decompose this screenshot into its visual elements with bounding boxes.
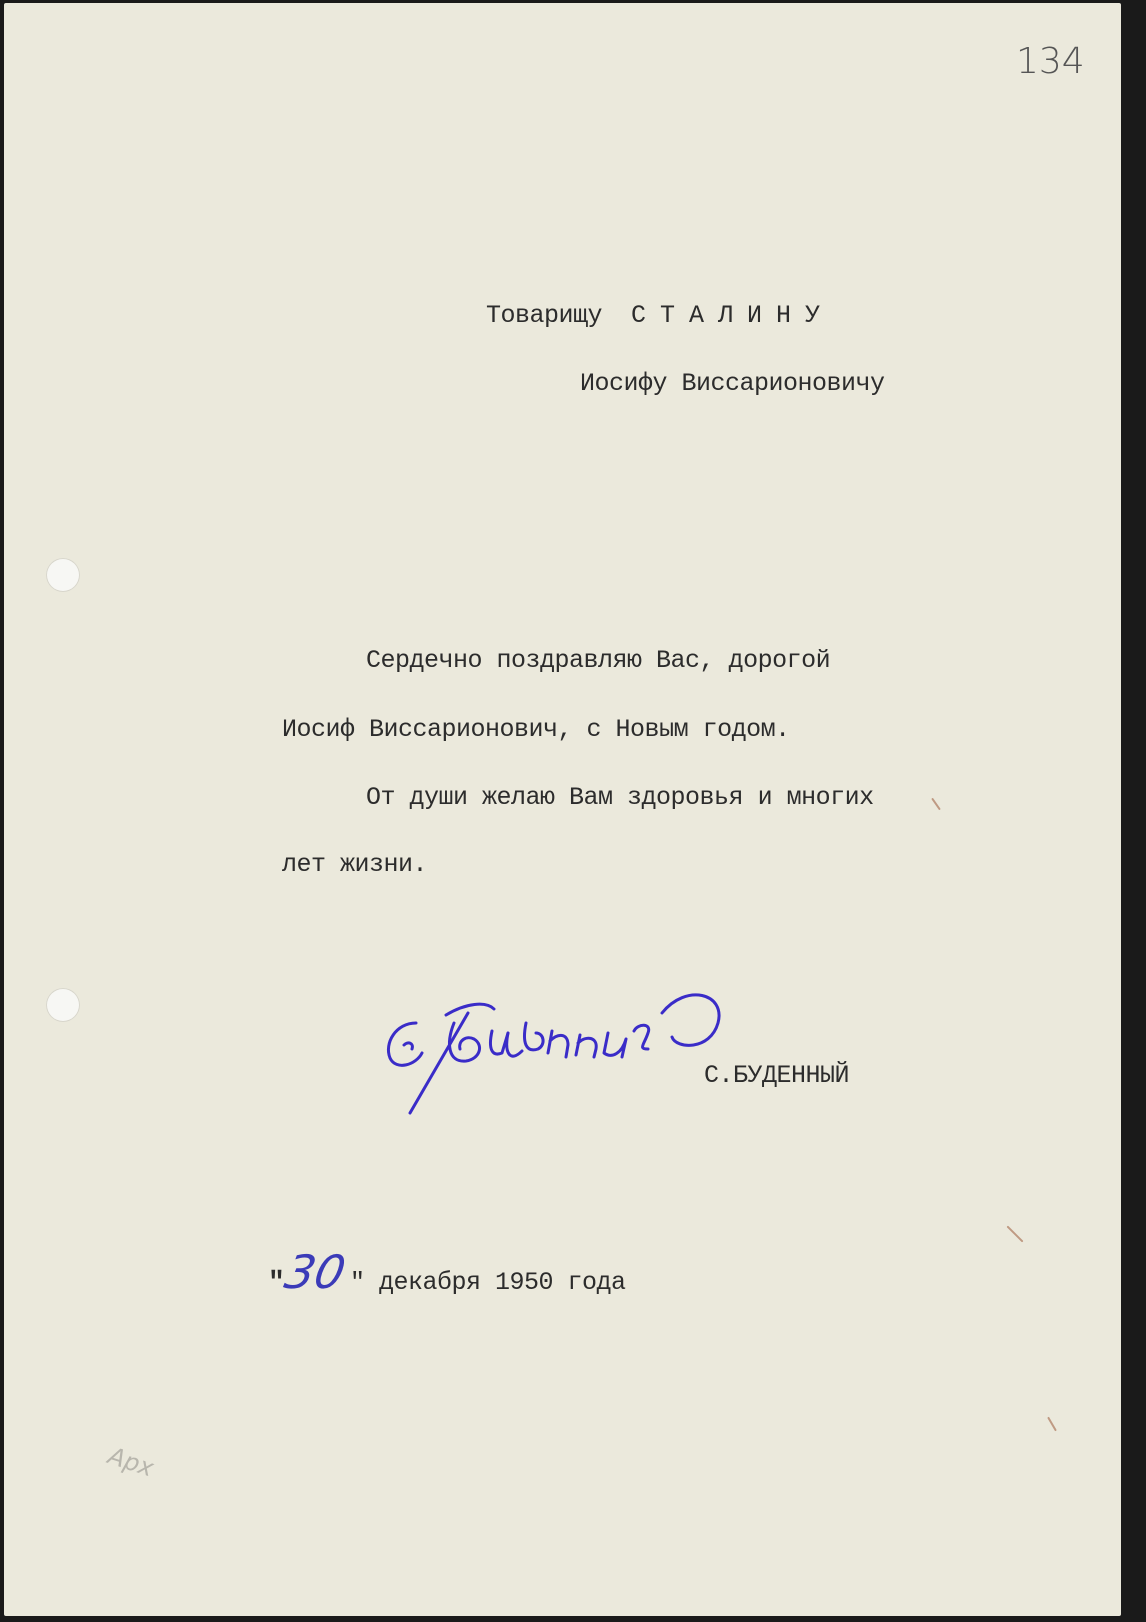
addressee-line-2: Иосифу Виссарионовичу <box>580 369 885 398</box>
handwritten-signature <box>376 953 736 1123</box>
punch-hole-top <box>46 558 80 592</box>
letter-sheet <box>4 3 1121 1616</box>
addressee-line-1: Товарищу С Т А Л И Н У <box>486 301 820 330</box>
punch-hole-bottom <box>46 988 80 1022</box>
paper-mark <box>1007 1226 1024 1243</box>
paper-mark <box>931 798 941 811</box>
date-rest: " декабря 1950 года <box>350 1268 626 1297</box>
date-day: 30 <box>280 1245 351 1299</box>
body-line-1: Сердечно поздравляю Вас, дорогой <box>366 646 831 675</box>
paper-mark <box>1047 1417 1057 1432</box>
page-number: 134 <box>1016 41 1085 82</box>
body-line-3: От души желаю Вам здоровья и многих <box>366 783 874 812</box>
body-line-2: Иосиф Виссарионович, с Новым годом. <box>282 715 790 744</box>
date-open-quote: " <box>268 1268 285 1299</box>
body-line-4: лет жизни. <box>282 850 428 879</box>
pencil-note: Арх <box>104 1441 158 1483</box>
signature-name: С.БУДЕННЫЙ <box>704 1061 850 1090</box>
